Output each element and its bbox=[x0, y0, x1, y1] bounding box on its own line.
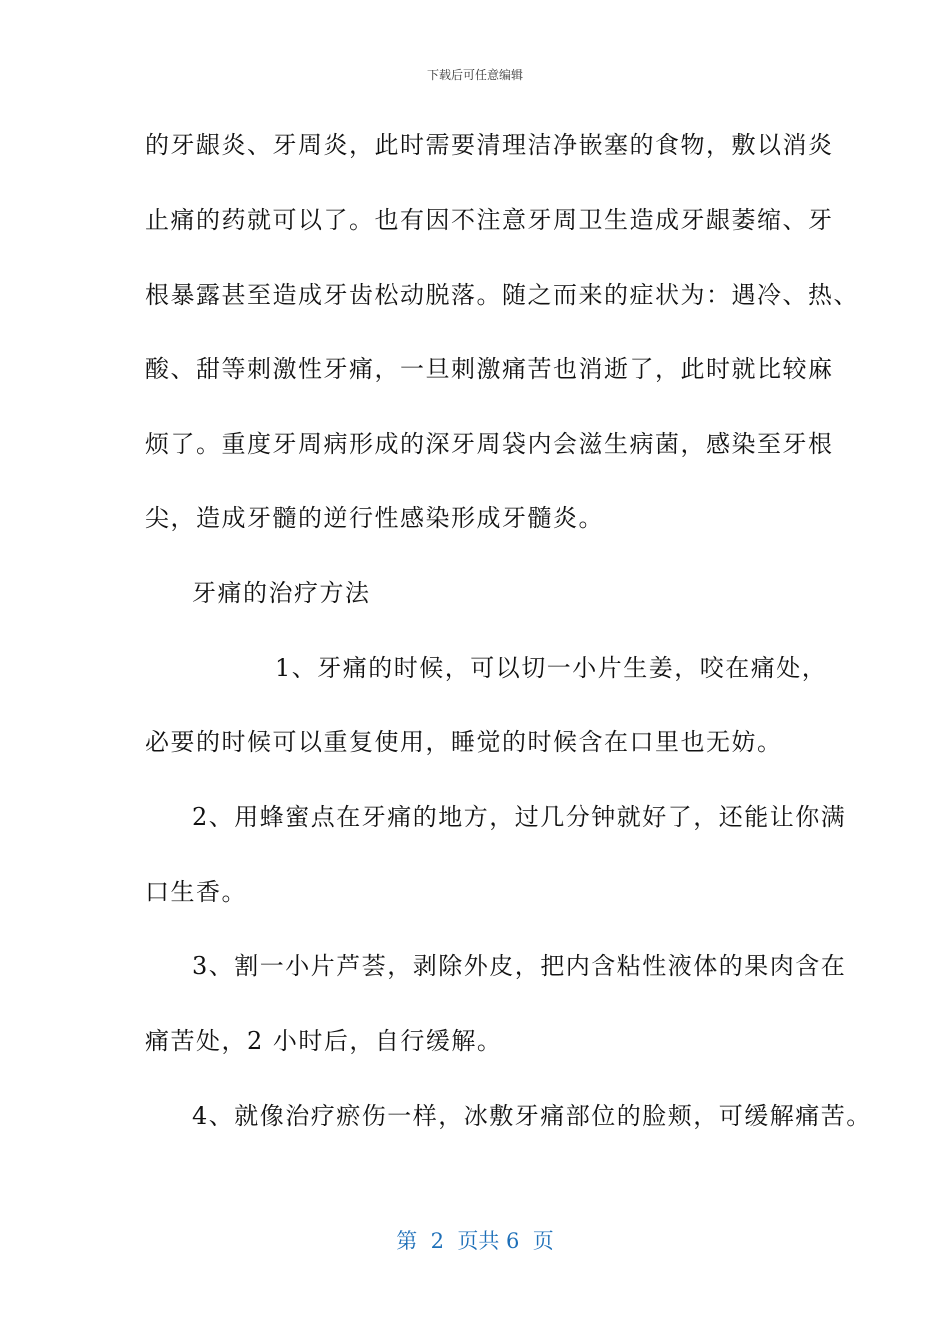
list-item-text: 2、用蜂蜜点在牙痛的地方，过几分钟就好了，还能让你满 bbox=[192, 803, 847, 831]
paragraph-line: 根暴露甚至造成牙齿松动脱落。随之而来的症状为：遇冷、热、 bbox=[145, 281, 859, 309]
paragraph-line: 止痛的药就可以了。也有因不注意牙周卫生造成牙龈萎缩、牙 bbox=[145, 206, 834, 234]
list-item-text: 4、就像治疗瘀伤一样，冰敷牙痛部位的脸颊，可缓解痛苦。 bbox=[192, 1102, 872, 1130]
list-item-text: 口生香。 bbox=[145, 878, 247, 906]
paragraph-line: 酸、甜等刺激性牙痛，一旦刺激痛苦也消逝了，此时就比较麻 bbox=[145, 355, 834, 383]
list-item-text: 1、牙痛的时候，可以切一小片生姜，咬在痛处， bbox=[275, 654, 828, 682]
list-item-text: 痛苦处，2 小时后，自行缓解。 bbox=[145, 1027, 503, 1055]
page-header: 下载后可任意编辑 bbox=[426, 68, 523, 82]
page-number-footer: 第 2 页共 6 页 bbox=[396, 1229, 554, 1253]
paragraph-line: 烦了。重度牙周病形成的深牙周袋内会滋生病菌，感染至牙根 bbox=[145, 430, 834, 458]
section-heading: 牙痛的治疗方法 bbox=[192, 579, 371, 607]
paragraph-line: 的牙龈炎、牙周炎，此时需要清理洁净嵌塞的食物，敷以消炎 bbox=[145, 131, 834, 159]
list-item-text: 必要的时候可以重复使用，睡觉的时候含在口里也无妨。 bbox=[145, 728, 783, 756]
list-item-text: 3、割一小片芦荟，剥除外皮，把内含粘性液体的果肉含在 bbox=[192, 952, 847, 980]
paragraph-line: 尖，造成牙髓的逆行性感染形成牙髓炎。 bbox=[145, 504, 604, 532]
